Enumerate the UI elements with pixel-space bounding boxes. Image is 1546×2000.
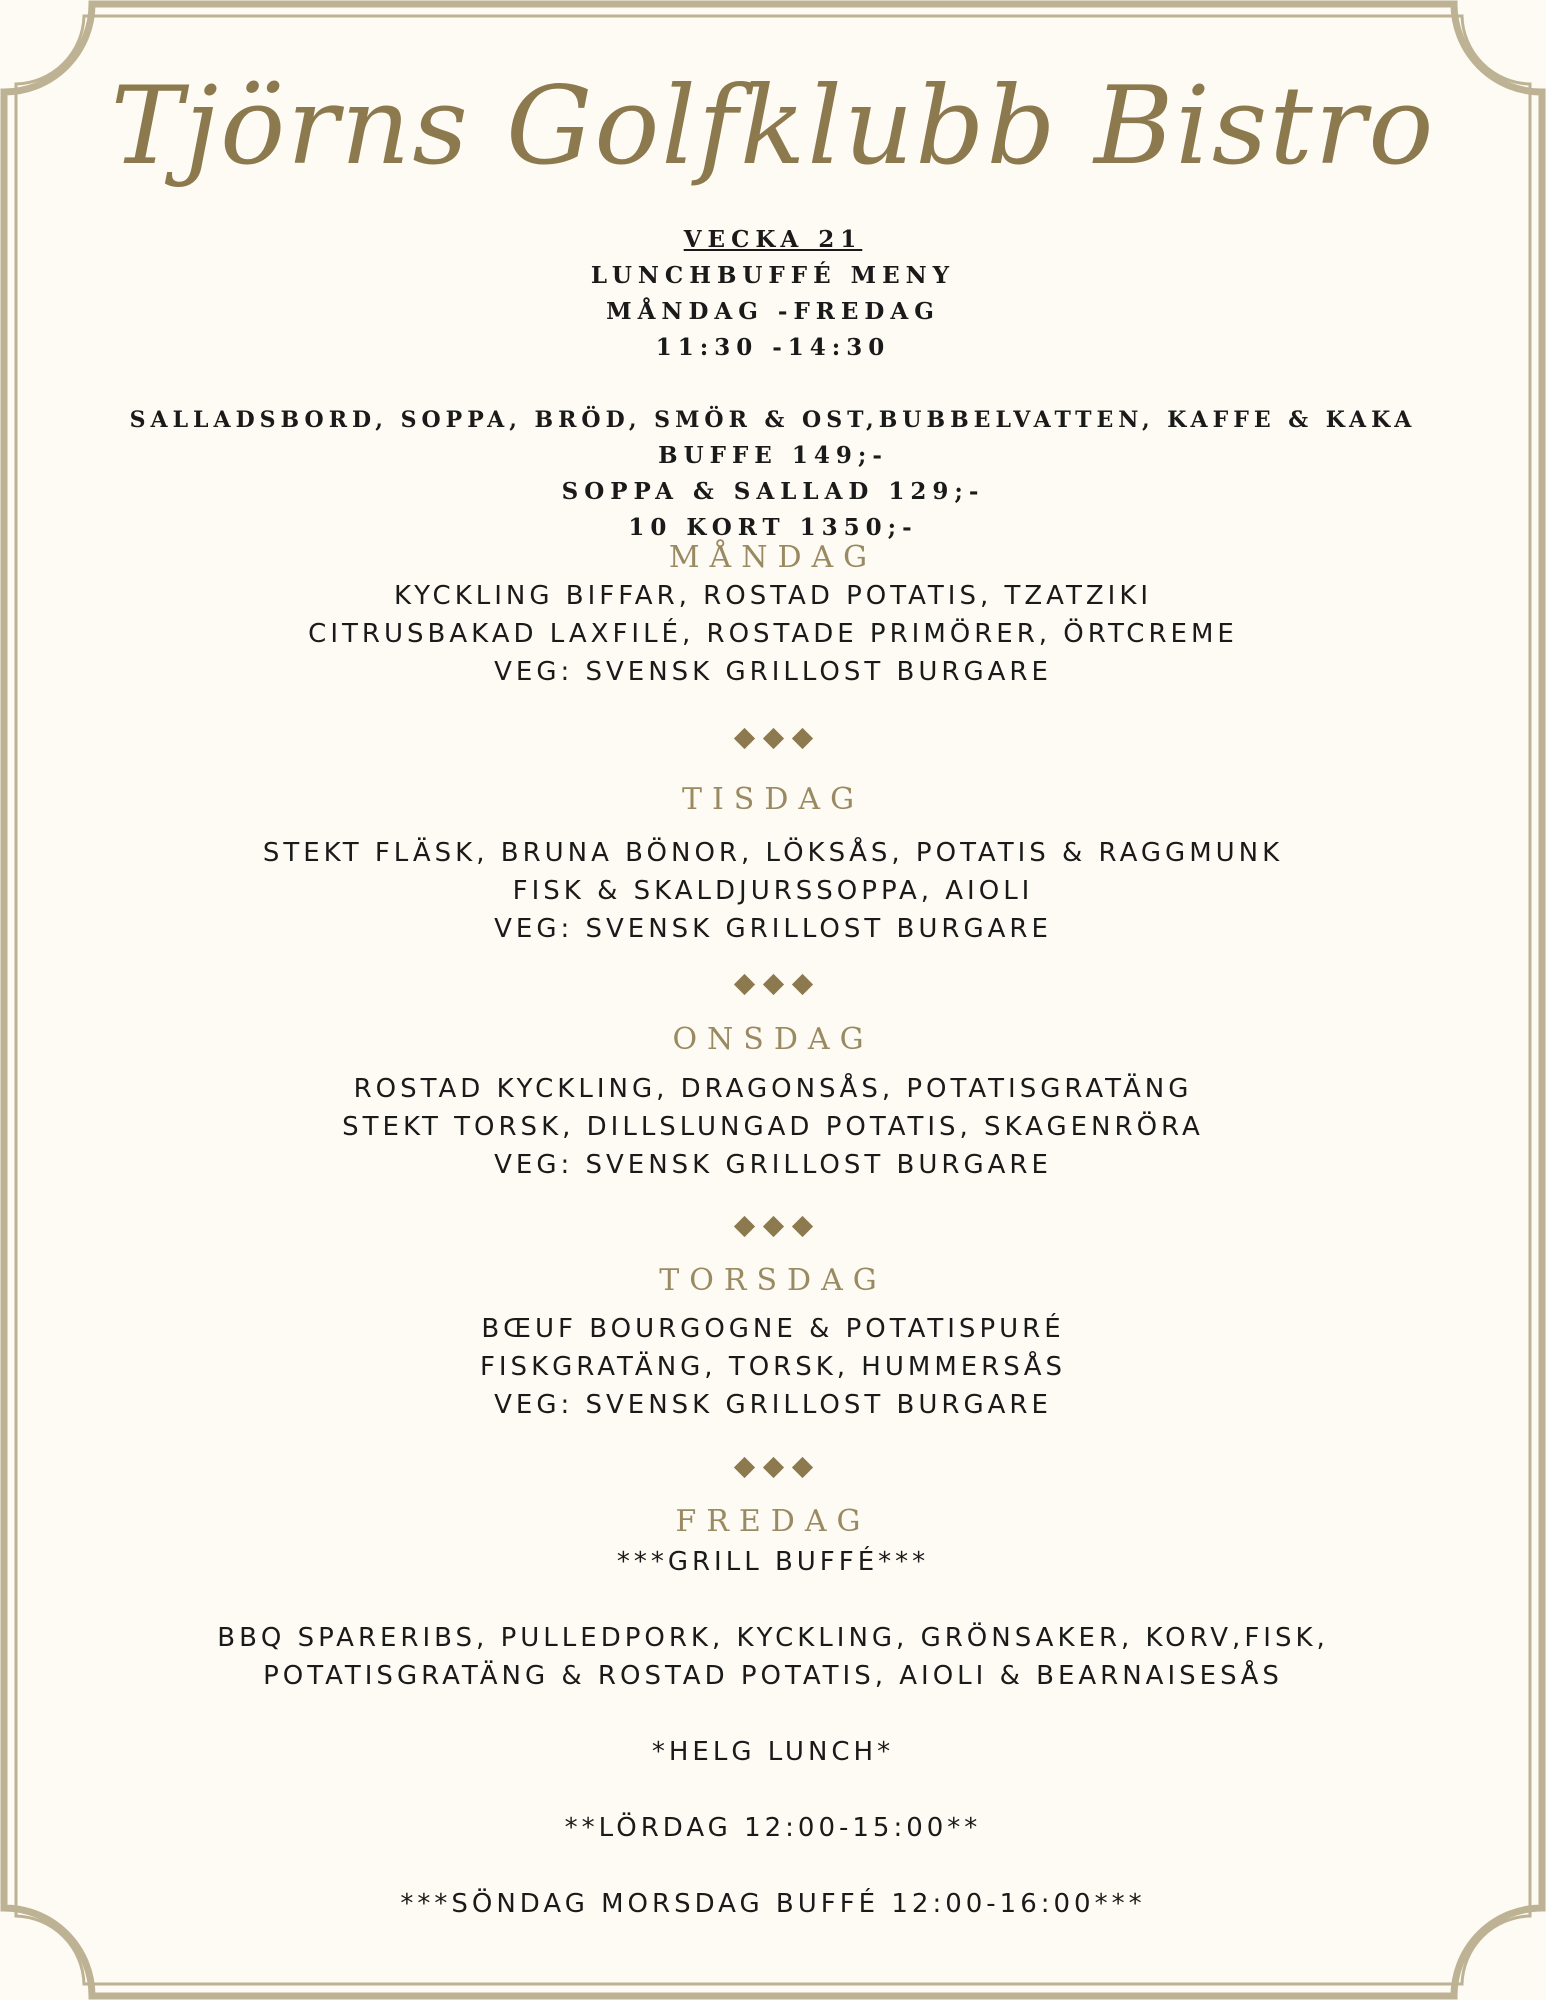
dishes-thursday (0, 1310, 1546, 1424)
dish-item: VEG: SVENSK GRILLOST BURGARE (494, 1150, 1052, 1180)
dishes-wednesday (0, 1070, 1546, 1184)
day-title-thursday: TORSDAG (659, 1263, 887, 1298)
menu-subtitle: LUNCHBUFFÉ MENY (590, 262, 956, 289)
diamond-divider (0, 731, 1546, 755)
restaurant-title: Tjörns Golfklubb Bistro (110, 64, 1436, 189)
week-label: VECKA 21 (683, 226, 863, 253)
saturday-hours: **LÖRDAG 12:00-15:00** (564, 1813, 982, 1843)
dish-item: POTATISGRATÄNG & ROSTAD POTATIS, AIOLI & BEARNAISESÅS (263, 1661, 1283, 1691)
day-title-tuesday: TISDAG (681, 782, 865, 817)
menu-header (0, 222, 1546, 546)
dish-item: KYCKLING BIFFAR, ROSTAD POTATIS, TZATZIKI (393, 581, 1153, 611)
dish-item: STEKT FLÄSK, BRUNA BÖNOR, LÖKSÅS, POTATIS & RAGGMUNK (262, 838, 1284, 868)
friday-special: ***GRILL BUFFÉ*** (616, 1547, 930, 1577)
menu-hours: 11:30 -14:30 (655, 334, 891, 361)
dish-item: BBQ SPARERIBS, PULLEDPORK, KYCKLING, GRÖNSAKER, KORV,FISK, (217, 1623, 1329, 1653)
diamond-icon (762, 1216, 783, 1237)
dishes-monday (0, 577, 1546, 691)
diamond-icon (762, 1457, 783, 1478)
dishes-tuesday (0, 834, 1546, 948)
dish-item: CITRUSBAKAD LAXFILÉ, ROSTADE PRIMÖRER, ÖRTCREME (308, 619, 1238, 649)
price-soup-salad: SOPPA & SALLAD 129;- (561, 478, 985, 505)
dish-item: VEG: SVENSK GRILLOST BURGARE (494, 914, 1052, 944)
included-items: SALLADSBORD, SOPPA, BRÖD, SMÖR & OST,BUBBELVATTEN, KAFFE & KAKA (129, 407, 1417, 433)
dish-item: FISK & SKALDJURSSOPPA, AIOLI (512, 876, 1034, 906)
diamond-icon (762, 974, 783, 995)
dish-item: BŒUF BOURGOGNE & POTATISPURÉ (481, 1314, 1065, 1344)
day-title-wednesday: ONSDAG (672, 1022, 874, 1057)
dish-item: VEG: SVENSK GRILLOST BURGARE (494, 657, 1052, 687)
diamond-icon (791, 1457, 812, 1478)
sunday-hours: ***SÖNDAG MORSDAG BUFFÉ 12:00-16:00*** (400, 1889, 1146, 1919)
menu-days: MÅNDAG -FREDAG (606, 298, 940, 325)
price-buffe: BUFFE 149;- (658, 442, 888, 469)
diamond-icon (762, 728, 783, 749)
diamond-divider (0, 1219, 1546, 1243)
price-ten-card: 10 KORT 1350;- (628, 514, 918, 541)
diamond-icon (733, 1457, 754, 1478)
dish-item: STEKT TORSK, DILLSLUNGAD POTATIS, SKAGENRÖRA (342, 1112, 1204, 1142)
day-title-monday: MÅNDAG (668, 540, 878, 575)
diamond-icon (791, 974, 812, 995)
dish-item: VEG: SVENSK GRILLOST BURGARE (494, 1390, 1052, 1420)
diamond-divider (0, 977, 1546, 1001)
dish-item: ROSTAD KYCKLING, DRAGONSÅS, POTATISGRATÄNG (353, 1074, 1193, 1104)
diamond-icon (733, 974, 754, 995)
day-title-friday: FREDAG (675, 1504, 871, 1539)
diamond-icon (791, 1216, 812, 1237)
dish-item: FISKGRATÄNG, TORSK, HUMMERSÅS (479, 1352, 1067, 1382)
weekend-heading: *HELG LUNCH* (651, 1737, 895, 1767)
diamond-icon (733, 728, 754, 749)
diamond-icon (791, 728, 812, 749)
diamond-divider (0, 1460, 1546, 1484)
diamond-icon (733, 1216, 754, 1237)
